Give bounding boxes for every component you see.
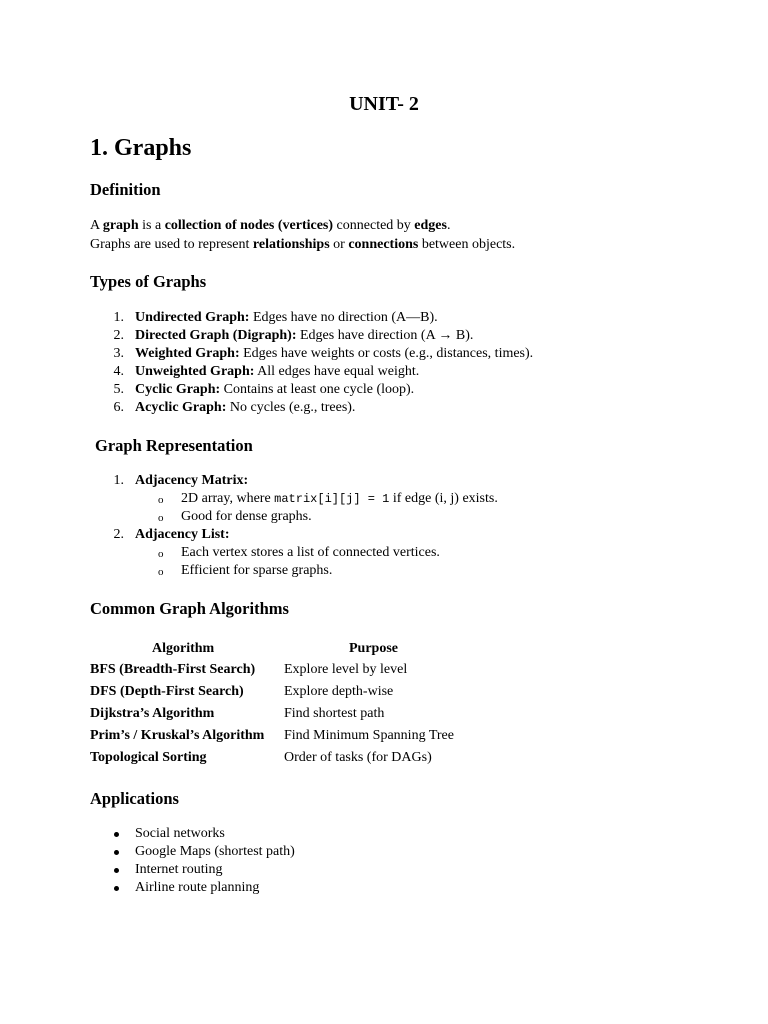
bullet-dot-icon [114, 832, 119, 837]
table-cell-algorithm: Topological Sorting [90, 750, 207, 765]
types-item: Directed Graph (Digraph): Edges have direction (A → B). [135, 328, 474, 343]
hollow-bullet-icon: o [158, 512, 164, 524]
applications-item: Social networks [135, 826, 225, 841]
table-header-algorithm: Algorithm [152, 641, 215, 656]
types-item: Unweighted Graph: All edges have equal weight. [135, 364, 420, 379]
table-cell-purpose: Explore depth-wise [284, 684, 394, 699]
bullet-dot-icon [114, 850, 119, 855]
types-item-number: 2. [113, 328, 124, 343]
table-header-purpose: Purpose [349, 641, 398, 656]
definition-heading: Definition [90, 180, 161, 199]
table-cell-purpose: Order of tasks (for DAGs) [284, 750, 432, 765]
representation-item: Adjacency Matrix: [135, 473, 249, 488]
types-item-number: 5. [113, 382, 124, 397]
applications-item: Internet routing [135, 862, 223, 877]
unit-title: UNIT- 2 [349, 93, 419, 115]
types-item-number: 4. [113, 364, 124, 379]
representation-item-number: 2. [113, 527, 124, 542]
types-item: Acyclic Graph: No cycles (e.g., trees). [135, 400, 356, 415]
types-item-number: 3. [113, 346, 124, 361]
hollow-bullet-icon: o [158, 566, 164, 578]
representation-subitem: Good for dense graphs. [181, 509, 312, 524]
section-title: 1. Graphs [90, 135, 192, 161]
types-item: Weighted Graph: Edges have weights or costs (e.g., distances, times). [135, 346, 534, 361]
algorithms-heading: Common Graph Algorithms [90, 599, 289, 618]
definition-line-2: Graphs are used to represent relationships or connections between objects. [90, 237, 516, 252]
representation-item: Adjacency List: [135, 527, 230, 542]
table-cell-algorithm: BFS (Breadth-First Search) [90, 662, 256, 677]
definition-line-1: A graph is a collection of nodes (vertices) connected by edges. [90, 218, 451, 233]
applications-heading: Applications [90, 789, 179, 808]
hollow-bullet-icon: o [158, 494, 164, 506]
representation-subitem: 2D array, where matrix[i][j] = 1 if edge (i, j) exists. [181, 491, 498, 506]
applications-item: Google Maps (shortest path) [135, 844, 295, 859]
table-cell-algorithm: Prim’s / Kruskal’s Algorithm [90, 728, 265, 743]
table-cell-algorithm: DFS (Depth-First Search) [90, 684, 244, 699]
representation-subitem: Efficient for sparse graphs. [181, 563, 333, 578]
representation-subitem: Each vertex stores a list of connected vertices. [181, 545, 440, 560]
types-item: Undirected Graph: Edges have no direction (A—B). [135, 310, 438, 325]
applications-item: Airline route planning [135, 880, 260, 895]
representation-heading: Graph Representation [95, 436, 253, 455]
types-item: Cyclic Graph: Contains at least one cycle (loop). [135, 382, 415, 397]
table-cell-purpose: Explore level by level [284, 662, 408, 677]
types-heading: Types of Graphs [90, 272, 207, 291]
bullet-dot-icon [114, 886, 119, 891]
table-cell-algorithm: Dijkstra’s Algorithm [90, 706, 215, 721]
types-item-number: 1. [113, 310, 124, 325]
bullet-dot-icon [114, 868, 119, 873]
representation-item-number: 1. [113, 473, 124, 488]
types-item-number: 6. [113, 400, 124, 415]
table-cell-purpose: Find Minimum Spanning Tree [284, 728, 454, 743]
table-cell-purpose: Find shortest path [284, 706, 385, 721]
hollow-bullet-icon: o [158, 548, 164, 560]
